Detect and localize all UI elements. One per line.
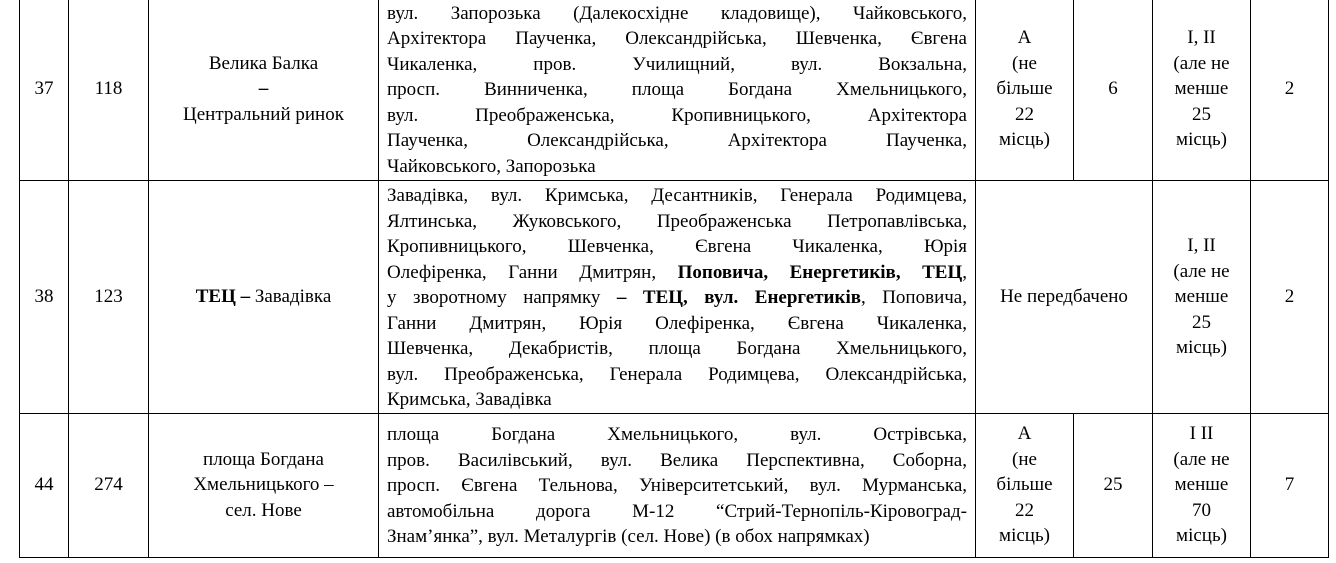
route-description: вул. Запорозька (Далекосхідне кладовище), Чайковського, Архітектора Паученка, Олександрійська, Шевченка, Євгена Чикаленка, пров. Училищний, вул. Вокзальна, просп. Винниченка, площа Богдана Хмельницького, вул. Преображенська, Кропивницького, Архітектора Паученка, Олександрійська, Архітектора Паученка, Чайковського, Запорозька bbox=[379, 0, 976, 181]
last-column-value: 2 bbox=[1251, 181, 1329, 414]
route-name: площа Богдана Хмельницького – сел. Нове bbox=[149, 413, 379, 557]
routes-table bbox=[19, 0, 1329, 558]
route-name: Велика Балка – Центральний ринок bbox=[149, 0, 379, 181]
not-provided-cell: Не передбачено bbox=[976, 181, 1153, 414]
route-name: ТЕЦ – Завадівка bbox=[149, 181, 379, 414]
table-row bbox=[20, 0, 1329, 181]
route-description: Завадівка, вул. Кримська, Десантників, Генерала Родимцева, Ялтинська, Жуковського, Преображенська Петропавлівська, Кропивницького, Шевченка, Євгена Чикаленка, Юрія Олефіренка, Ганни Дмитрян, Поповича, Енергетиків, ТЕЦ, у зворотному напрямку – ТЕЦ, вул. Енергетиків, Поповича, Ганни Дмитрян, Юрія Олефіренка, Євгена Чикаленка, Шевченка, Декабристів, площа Богдана Хмельницького, вул. Преображенська, Генерала Родимцева, Олександрійська, Кримська, Завадівка bbox=[379, 181, 976, 414]
row-number: 37 bbox=[20, 0, 69, 181]
vehicle-count: 25 bbox=[1074, 413, 1153, 557]
last-column-value: 7 bbox=[1251, 413, 1329, 557]
row-number: 38 bbox=[20, 181, 69, 414]
vehicle-class: А (не більше 22 місць) bbox=[976, 0, 1074, 181]
table-row bbox=[20, 181, 1329, 414]
route-number: 123 bbox=[69, 181, 149, 414]
vehicle-class: А (не більше 22 місць) bbox=[976, 413, 1074, 557]
vehicle-category: І, ІІ (але не менше 25 місць) bbox=[1153, 181, 1251, 414]
last-column-value: 2 bbox=[1251, 0, 1329, 181]
row-number: 44 bbox=[20, 413, 69, 557]
route-number: 274 bbox=[69, 413, 149, 557]
vehicle-count: 6 bbox=[1074, 0, 1153, 181]
route-number: 118 bbox=[69, 0, 149, 181]
table-row bbox=[20, 413, 1329, 557]
route-description: площа Богдана Хмельницького, вул. Острівська, пров. Василівський, вул. Велика Перспективна, Соборна, просп. Євгена Тельнова, Університетський, вул. Мурманська, автомобільна дорога М-12 “Стрий-Тернопіль-Кіровоград- Знам’янка”, вул. Металургів (сел. Нове) (в обох напрямках) bbox=[379, 413, 976, 557]
vehicle-category: І ІІ (але не менше 70 місць) bbox=[1153, 413, 1251, 557]
vehicle-category: І, ІІ (але не менше 25 місць) bbox=[1153, 0, 1251, 181]
